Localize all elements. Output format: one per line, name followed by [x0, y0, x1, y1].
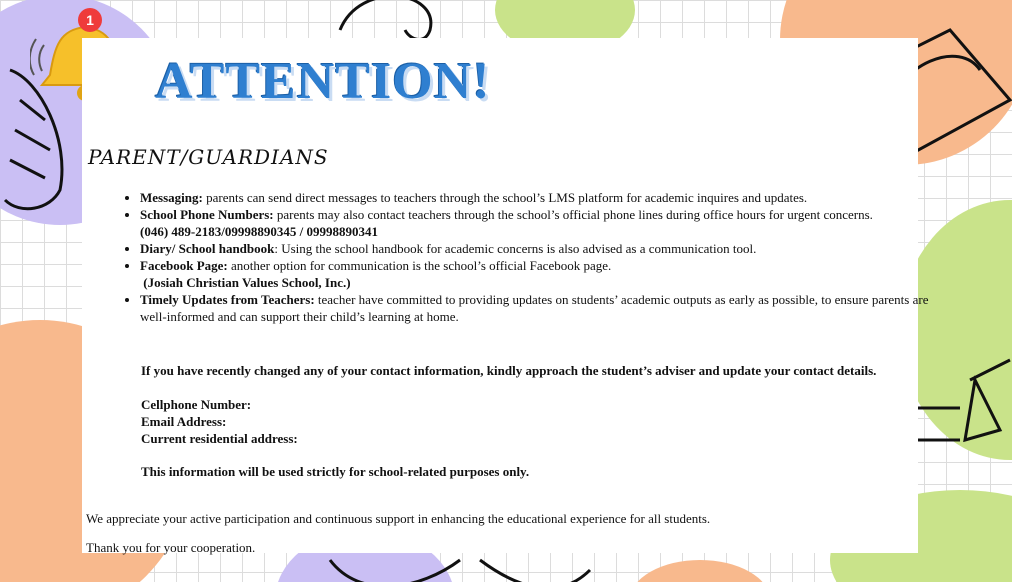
update-notice: If you have recently changed any of your contact information, kindly approach the student’s adviser and update your contact details.	[141, 363, 877, 378]
communication-list	[100, 189, 950, 325]
item-label: School Phone Numbers:	[140, 207, 274, 222]
field-cellphone: Cellphone Number:	[141, 397, 252, 412]
item-label: Facebook Page:	[140, 258, 228, 273]
page-title: ATTENTION!	[155, 53, 491, 110]
notification-count: 1	[86, 12, 94, 28]
field-email: Email Address:	[141, 414, 227, 429]
privacy-note: This information will be used strictly for school-related purposes only.	[141, 464, 530, 479]
doodle-swirl-top	[340, 0, 431, 39]
list-item	[140, 189, 950, 206]
list-item	[140, 291, 950, 325]
audience-heading: PARENT/GUARDIANS	[88, 145, 329, 169]
peach-blob-bottom-mid	[630, 560, 770, 582]
list-item	[140, 240, 950, 257]
item-label: Diary/ School handbook	[140, 241, 275, 256]
list-item	[140, 206, 950, 240]
item-text: another option for communication is the school’s official Facebook page.	[227, 258, 612, 273]
item-label: Timely Updates from Teachers:	[140, 292, 315, 307]
phone-numbers: (046) 489-2183/09998890345 / 09998890341	[140, 224, 378, 239]
facebook-page-name: (Josiah Christian Values School, Inc.)	[140, 275, 351, 290]
list-item	[140, 257, 950, 291]
item-text: : Using the school handbook for academic concerns is also advised as a communication tool.	[274, 241, 757, 256]
thanks-text: Thank you for your cooperation.	[86, 540, 256, 555]
item-text: parents may also contact teachers through the school’s official phone lines during office hours for urgent concerns.	[273, 207, 873, 222]
closing-text: We appreciate your active participation and continuous support in enhancing the educational experience for all students.	[86, 511, 711, 526]
field-address: Current residential address:	[141, 431, 298, 446]
contact-fields	[141, 396, 911, 447]
item-text: parents can send direct messages to teachers through the school’s LMS platform for academic inquires and updates.	[202, 190, 808, 205]
item-text: teacher have committed to providing updates on students’ academic outputs as early as possible, to ensure parents are well-informed and can support their child’s learning at home.	[140, 292, 929, 324]
item-label: Messaging:	[140, 190, 203, 205]
